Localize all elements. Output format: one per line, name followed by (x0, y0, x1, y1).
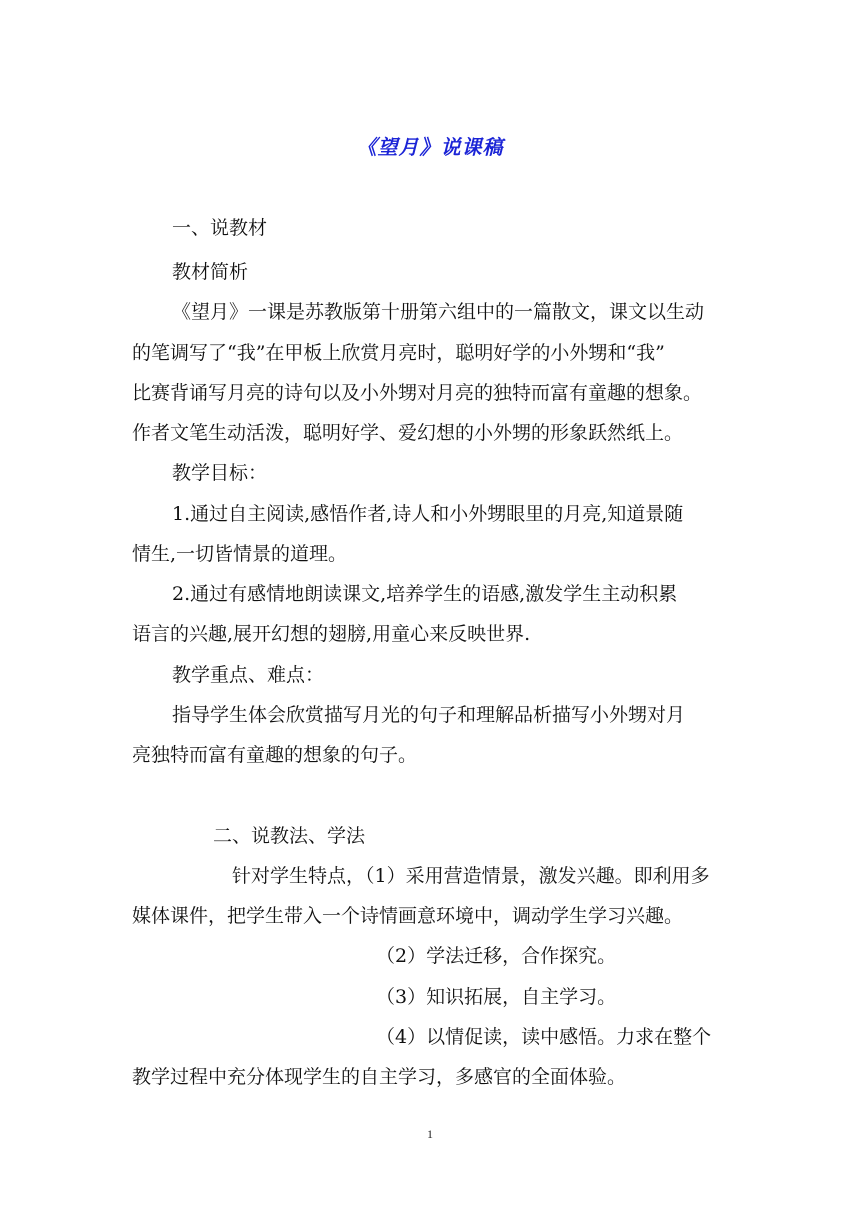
paragraph-line: （2）学法迁移，合作探究。 (376, 945, 617, 967)
section-heading-methods: 二、说教法、学法 (213, 825, 366, 847)
document-title: 《望月》说课稿 (356, 135, 504, 159)
paragraph-line: 情生,一切皆情景的道理。 (132, 543, 348, 565)
page-number: 1 (427, 1127, 433, 1141)
section-heading-textbook: 一、说教材 (172, 217, 268, 239)
paragraph-line: 作者文笔生动活泼，聪明好学、爱幻想的小外甥的形象跃然纸上。 (132, 422, 684, 444)
paragraph-line: 比赛背诵写月亮的诗句以及小外甥对月亮的独特而富有童趣的想象。 (132, 382, 703, 404)
paragraph-line: 媒体课件，把学生带入一个诗情画意环境中，调动学生学习兴趣。 (132, 905, 684, 927)
paragraph-line: 针对学生特点，（1）采用营造情景，激发兴趣。即利用多 (232, 865, 710, 887)
paragraph-line: （3）知识拓展，自主学习。 (376, 986, 617, 1008)
subheading-key-points: 教学重点、难点： (172, 664, 325, 686)
subheading-textbook-analysis: 教材简析 (172, 261, 249, 283)
paragraph-line: 的笔调写了“我”在甲板上欣赏月亮时，聪明好学的小外甥和“我” (132, 342, 665, 364)
paragraph-line: （4）以情促读，读中感悟。力求在整个 (376, 1026, 712, 1048)
paragraph-line: 教学过程中充分体现学生的自主学习，多感官的全面体验。 (132, 1066, 627, 1088)
paragraph-line: 语言的兴趣,展开幻想的翅膀,用童心来反映世界. (132, 623, 531, 645)
paragraph-line: 指导学生体会欣赏描写月光的句子和理解品析描写小外甥对月 (172, 704, 686, 726)
paragraph-line: 亮独特而富有童趣的想象的句子。 (132, 744, 418, 766)
paragraph-line: 2.通过有感情地朗读课文,培养学生的语感,激发学生主动积累 (172, 583, 678, 605)
subheading-teaching-goals: 教学目标： (172, 462, 268, 484)
paragraph-line: 1.通过自主阅读,感悟作者,诗人和小外甥眼里的月亮,知道景随 (172, 503, 684, 525)
paragraph-line: 《望月》一课是苏教版第十册第六组中的一篇散文，课文以生动 (172, 301, 705, 323)
